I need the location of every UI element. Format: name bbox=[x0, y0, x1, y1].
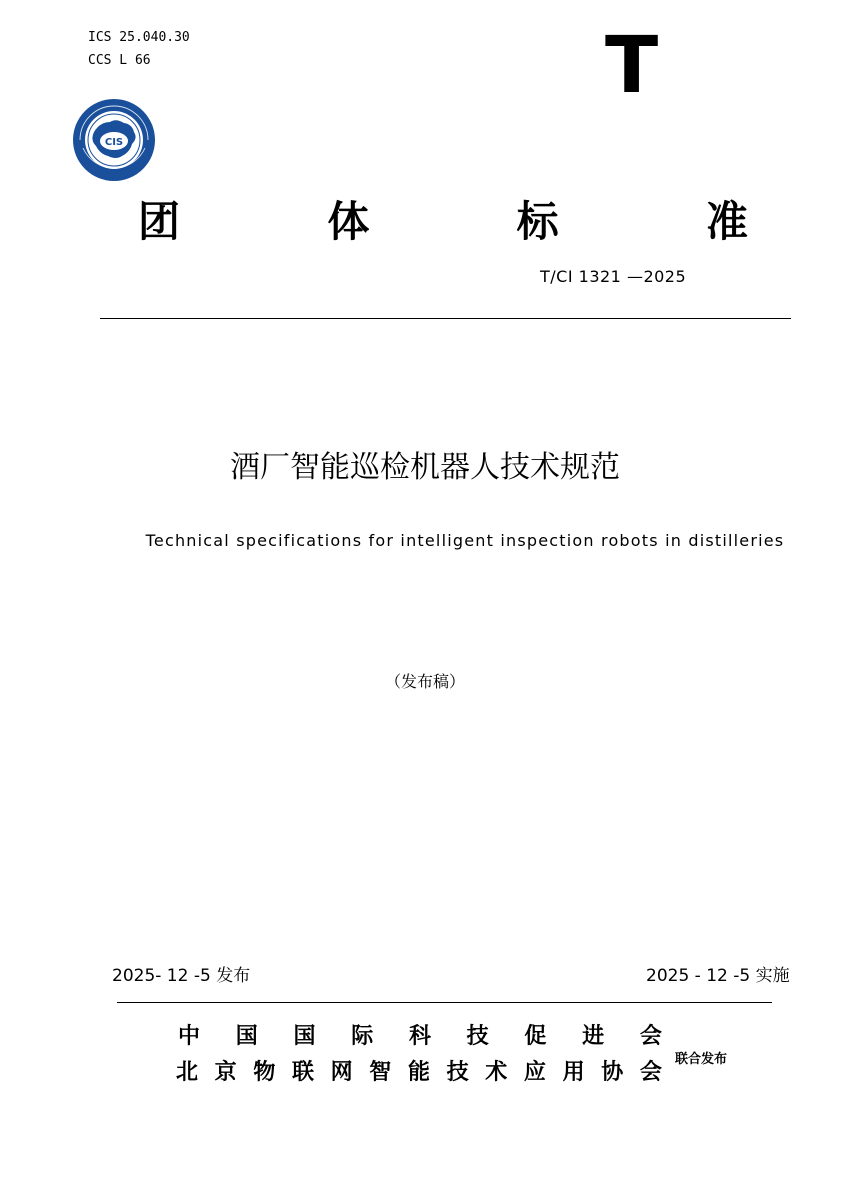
standard-type-char: 团 bbox=[138, 197, 181, 246]
standard-type-char: 准 bbox=[705, 197, 748, 246]
issuer-org-1 bbox=[178, 1022, 662, 1050]
ics-code: ICS 25.040.30 bbox=[88, 30, 190, 45]
issuer-char: 京 bbox=[214, 1059, 237, 1085]
category-letter: T bbox=[605, 21, 659, 111]
issuer-char: 会 bbox=[639, 1059, 662, 1085]
title-english: Technical specifications for intelligent inspection robots in distilleries bbox=[145, 531, 785, 550]
issuer-char: 中 bbox=[178, 1023, 201, 1049]
issuer-char: 智 bbox=[369, 1059, 392, 1085]
issuer-char: 应 bbox=[523, 1059, 546, 1085]
logo-text: CIS bbox=[104, 137, 124, 148]
issuer-char: 术 bbox=[485, 1059, 508, 1085]
issuer-char: 国 bbox=[293, 1023, 316, 1049]
issuer-char: 会 bbox=[639, 1023, 662, 1049]
ccs-code: CCS L 66 bbox=[88, 53, 151, 68]
publish-date: 2025- 12 -5 发布 bbox=[112, 966, 251, 986]
joint-release-label: 联合发布 bbox=[675, 1052, 728, 1067]
issuer-char: 北 bbox=[176, 1059, 199, 1085]
issuer-char: 用 bbox=[562, 1059, 585, 1085]
issuer-char: 促 bbox=[524, 1023, 547, 1049]
issuer-char: 科 bbox=[408, 1023, 431, 1049]
issuer-char: 能 bbox=[407, 1059, 430, 1085]
title-chinese: 酒厂智能巡检机器人技术规范 bbox=[230, 450, 620, 485]
issuer-char: 网 bbox=[330, 1059, 353, 1085]
issuer-char: 际 bbox=[351, 1023, 374, 1049]
issuer-char: 国 bbox=[235, 1023, 258, 1049]
issuer-char: 联 bbox=[291, 1059, 314, 1085]
implement-date: 2025 - 12 -5 实施 bbox=[646, 966, 790, 986]
issuer-char: 物 bbox=[253, 1059, 276, 1085]
issuer-char: 技 bbox=[466, 1023, 489, 1049]
issuer-char: 技 bbox=[446, 1059, 469, 1085]
issuer-char: 进 bbox=[582, 1023, 605, 1049]
draft-stage: （发布稿） bbox=[384, 672, 465, 691]
issuer-char: 协 bbox=[601, 1059, 624, 1085]
standard-type-char: 标 bbox=[516, 197, 559, 246]
cis-logo-icon bbox=[72, 98, 156, 182]
standard-type bbox=[138, 197, 748, 247]
standard-number: T/CI 1321 —2025 bbox=[540, 267, 687, 286]
standard-type-char: 体 bbox=[327, 197, 370, 246]
divider-bottom bbox=[117, 1002, 772, 1003]
divider-top bbox=[100, 318, 791, 319]
issuer-org-2 bbox=[176, 1058, 662, 1086]
